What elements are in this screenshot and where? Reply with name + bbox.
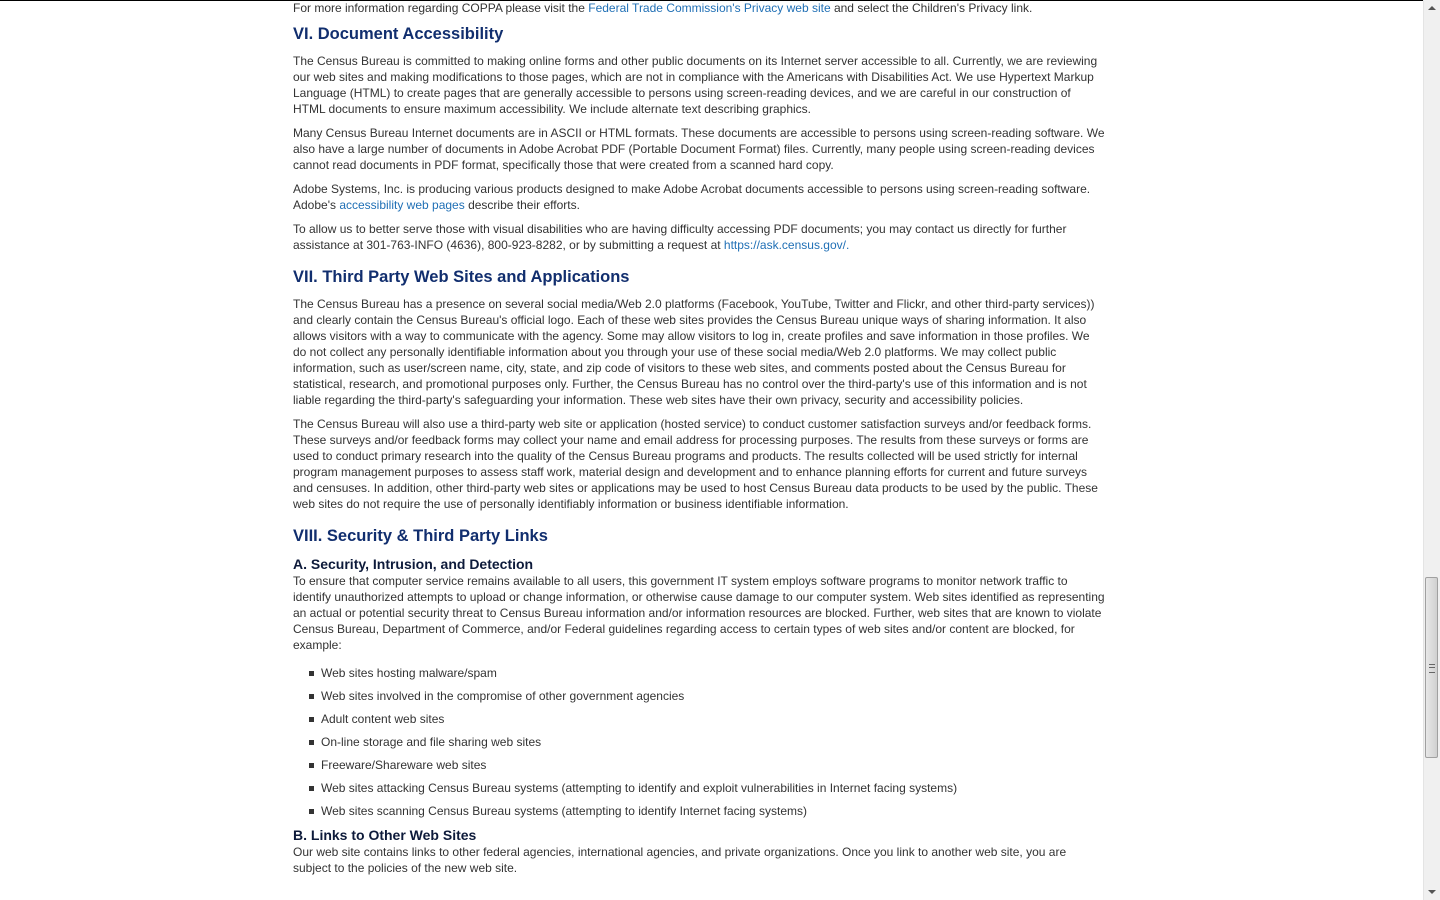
paragraph bbox=[293, 221, 1105, 253]
text: For more information regarding COPPA please visit the bbox=[293, 1, 589, 15]
list-item: Web sites involved in the compromise of other government agencies bbox=[321, 688, 1105, 704]
paragraph bbox=[293, 181, 1105, 213]
text: describe their efforts. bbox=[464, 198, 580, 212]
text: To allow us to better serve those with visual disabilities who are having difficulty accessing PDF documents; you may contact us directly for further assistance at 301-763-INFO (4636), 800-923-8282, or by submitting a request at bbox=[293, 222, 1067, 252]
list-item: Freeware/Shareware web sites bbox=[321, 757, 1105, 773]
text: and select the Children's Privacy link. bbox=[830, 1, 1033, 15]
list-item: Web sites attacking Census Bureau systems (attempting to identify and exploit vulnerabilities in Internet facing systems) bbox=[321, 780, 1105, 796]
subheading-security-intrusion: A. Security, Intrusion, and Detection bbox=[293, 556, 534, 572]
paragraph: To ensure that computer service remains available to all users, this government IT system employs software programs to monitor network traffic to identify unauthorized attempts to upload or change information, or otherwise cause damage to our computer system. Web sites identified as representing an actual or potential security threat to Census Bureau information and/or information resources are blocked. Further, web sites that are known to violate Census Bureau, Department of Commerce, and/or Federal guidelines regarding access to certain types of web sites and/or content are blocked, for example: bbox=[293, 574, 1105, 652]
section-heading-document-accessibility: VI. Document Accessibility bbox=[293, 25, 504, 43]
paragraph: The Census Bureau has a presence on several social media/Web 2.0 platforms (Facebook, YouTube, Twitter and Flickr, and other third-party services)) and clearly contain the Census Bureau's official logo. Each of these web sites provides the Census Bureau unique ways of sharing information. It also allows visitors with a way to communicate with the agency. Some may allow visitors to log in, create profiles and save information in those profiles. We do not collect any personally identifiable information about you through your use of these social media/Web 2.0 platforms. We may collect public information, such as user/screen name, city, state, and zip code of visitors to these web sites, and comments posted about the Census Bureau for statistical, research, and promotional purposes only. Further, the Census Bureau has no control over the third-party's use of this information and is not liable regarding the third-party's safeguarding your information. These web sites have their own privacy, security and accessibility policies. bbox=[293, 297, 1095, 407]
section-heading-security: VIII. Security & Third Party Links bbox=[293, 527, 548, 545]
privacy-policy-content bbox=[293, 0, 1105, 884]
paragraph: Many Census Bureau Internet documents are in ASCII or HTML formats. These documents are accessible to persons using screen-reading software. We also have a large number of documents in Adobe Acrobat PDF (Portable Document Format) files. Currently, many people using screen-reading devices cannot read documents in PDF format, specifically those that were created from a scanned hard copy. bbox=[293, 126, 1105, 172]
vertical-scrollbar[interactable] bbox=[1423, 0, 1440, 900]
list-item: Web sites scanning Census Bureau systems (attempting to identify Internet facing systems) bbox=[321, 803, 1105, 819]
subheading-links-other-sites: B. Links to Other Web Sites bbox=[293, 827, 477, 843]
scroll-up-arrow-icon[interactable] bbox=[1428, 6, 1436, 10]
text: Adobe Systems, Inc. is producing various products designed to make Adobe Acrobat documents accessible to persons using screen-reading software. Adobe's bbox=[293, 182, 1091, 212]
grip-icon bbox=[1429, 664, 1435, 673]
blocked-sites-list bbox=[293, 665, 1105, 819]
paragraph: Our web site contains links to other federal agencies, international agencies, and private organizations. Once you link to another web site, you are subject to the policies of the new web site. bbox=[293, 845, 1067, 875]
section-heading-third-party: VII. Third Party Web Sites and Applications bbox=[293, 268, 630, 286]
list-item: Web sites hosting malware/spam bbox=[321, 665, 1105, 681]
scroll-down-arrow-icon[interactable] bbox=[1428, 890, 1436, 894]
scrollbar-thumb[interactable] bbox=[1425, 577, 1438, 758]
paragraph: The Census Bureau will also use a third-party web site or application (hosted service) to conduct customer satisfaction surveys and/or feedback forms. These surveys and/or feedback forms may collect your name and email address for processing purposes. The results from these surveys or forms are used to conduct primary research into the quality of the Census Bureau programs and products. The results collected will be used strictly for internal program management purposes to assess staff work, material design and development and to enhance planning efforts for current and future surveys and censuses. In addition, other third-party web sites or applications may be used to host Census Bureau data products to be used by the public. These web sites do not require the use of personally identifiably information or business identifiable information. bbox=[293, 417, 1098, 511]
coppa-paragraph bbox=[293, 0, 1105, 16]
list-item: Adult content web sites bbox=[321, 711, 1105, 727]
accessibility-web-pages-link[interactable]: accessibility web pages bbox=[339, 198, 465, 212]
list-item: On-line storage and file sharing web sites bbox=[321, 734, 1105, 750]
paragraph: The Census Bureau is committed to making online forms and other public documents on its Internet server accessible to all. Currently, we are reviewing our web sites and making modifications to those pages, which are not in compliance with the Americans with Disabilities Act. We use Hypertext Markup Language (HTML) to create pages that are generally accessible to persons using screen-reading devices, and we are careful in our construction of HTML documents to ensure maximum accessibility. We include alternate text describing graphics. bbox=[293, 54, 1098, 116]
ftc-privacy-link[interactable]: Federal Trade Commission's Privacy web site bbox=[588, 1, 831, 15]
ask-census-link[interactable]: https://ask.census.gov/. bbox=[723, 238, 850, 252]
